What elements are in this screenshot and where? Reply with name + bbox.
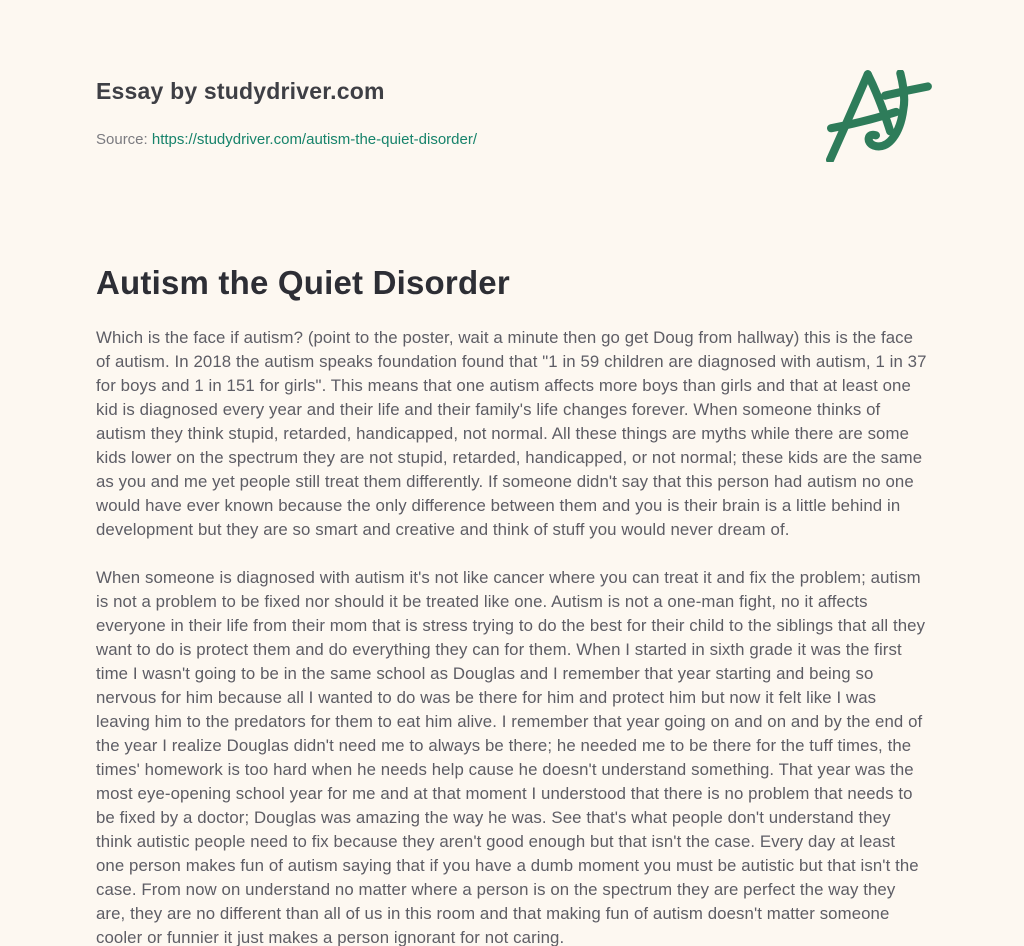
article-title: Autism the Quiet Disorder [96, 264, 510, 301]
source-link[interactable]: https://studydriver.com/autism-the-quiet-disorder/ [151, 131, 478, 148]
essay-header-title: Essay by studydriver.com [96, 78, 385, 104]
studydriver-a-plus-logo-icon [826, 70, 938, 162]
source-line [96, 131, 928, 148]
essay-paragraph: Which is the face if autism? (point to the poster, wait a minute then go get Doug from hallway) this is the face of autism. In 2018 the autism speaks foundation found that "1 in 59 children are diagnosed with autism, 1 in 37 for boys and 1 in 151 for girls". This means that one autism affects more boys than girls and that at least one kid is diagnosed every year and their life and their family's life changes forever. When someone thinks of autism they think stupid, retarded, handicapped, not normal. All these things are myths while there are some kids lower on the spectrum they are not stupid, retarded, handicapped, or not normal; these kids are the same as you and me yet people still treat them differently. If someone didn't say that this person had autism no one would have ever known because the only difference between them and you is their brain is a little behind in development but they are so smart and creative and think of stuff you would never dream of. [96, 328, 927, 539]
source-label: Source: [96, 131, 148, 148]
article-body [96, 326, 928, 946]
essay-paragraph: When someone is diagnosed with autism it's not like cancer where you can treat it and fix the problem; autism is not a problem to be fixed nor should it be treated like one. Autism is not a one-man fight, no it affects everyone in their life from their mom that is stress trying to do the best for their child to the siblings that all they want to do is protect them and do everything they can for them. When I started in sixth grade it was the first time I wasn't going to be in the same school as Douglas and I remember that year starting and being so nervous for him because all I wanted to do was be there for him and protect him but now it felt like I was leaving him to the predators for them to eat him alive. I remember that year going on and on and by the end of the year I realize Douglas didn't need me to always be there; he needed me to be there for the tuff times, the times' homework is too hard when he needs help cause he doesn't understand something. That year was the most eye-opening school year for me and at that moment I understood that there is no problem that needs to be fixed by a doctor; Douglas was amazing the way he was. See that's what people don't understand they think autistic people need to fix because they aren't good enough but that isn't the case. Every day at least one person makes fun of autism saying that if you have a dumb moment you must be autistic but that isn't the case. From now on understand no matter where a person is on the spectrum they are perfect the way they are, they are no different than all of us in this room and that making fun of autism doesn't matter someone cooler or funnier it just makes a person ignorant for not caring. [96, 568, 926, 946]
